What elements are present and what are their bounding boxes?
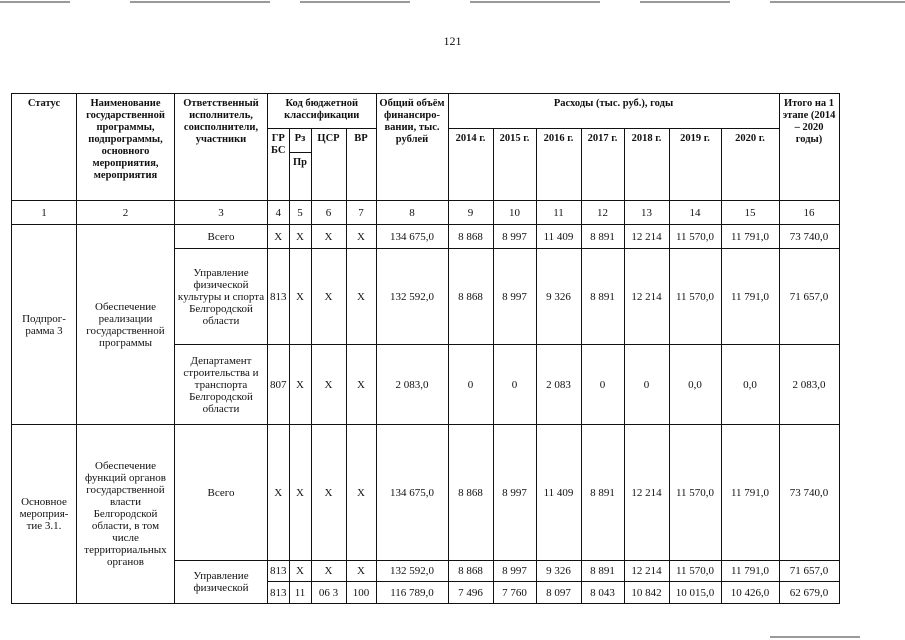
csr-cell: X — [311, 249, 346, 345]
grbs-cell: 807 — [268, 345, 290, 425]
year-cell: 11 791,0 — [721, 561, 779, 582]
year-cell: 8 097 — [536, 582, 581, 604]
status-cell: Подпрог-рамма 3 — [12, 225, 77, 425]
year-cell: 8 891 — [581, 249, 624, 345]
year-cell: 11 409 — [536, 425, 581, 561]
header-responsible: Ответственный исполнитель, соисполнители, участники — [175, 94, 268, 201]
header-year-2017: 2017 г. — [581, 129, 624, 201]
csr-cell: 06 3 — [311, 582, 346, 604]
year-cell: 9 326 — [536, 561, 581, 582]
column-number: 12 — [581, 201, 624, 225]
total-cell: 134 675,0 — [376, 425, 448, 561]
header-pr: Пр — [289, 153, 311, 201]
year-cell: 8 997 — [493, 561, 536, 582]
grbs-cell: X — [268, 425, 290, 561]
column-number: 13 — [624, 201, 669, 225]
rz-cell: X — [289, 225, 311, 249]
rz-cell: X — [289, 561, 311, 582]
column-number: 3 — [175, 201, 268, 225]
responsible-cell: Всего — [175, 225, 268, 249]
grbs-cell: 813 — [268, 249, 290, 345]
year-cell: 8 891 — [581, 425, 624, 561]
header-year-2018: 2018 г. — [624, 129, 669, 201]
column-number: 1 — [12, 201, 77, 225]
csr-cell: X — [311, 425, 346, 561]
year-cell: 11 570,0 — [669, 561, 721, 582]
year-cell: 10 842 — [624, 582, 669, 604]
year-cell: 0 — [581, 345, 624, 425]
name-cell: Обеспечение функций органов государственной власти Белгородской области, в том числе территориальных органов — [77, 425, 175, 604]
year-cell: 7 760 — [493, 582, 536, 604]
year-cell: 8 868 — [448, 225, 493, 249]
budget-table — [11, 93, 840, 604]
header-name: Наименование государственной программы, подпрограммы, основного мероприятия, мероприятия — [77, 94, 175, 201]
year-cell: 0 — [624, 345, 669, 425]
year-cell: 8 891 — [581, 561, 624, 582]
stage-total-cell: 2 083,0 — [779, 345, 839, 425]
header-expenses: Расходы (тыс. руб.), годы — [448, 94, 779, 129]
year-cell: 11 791,0 — [721, 425, 779, 561]
responsible-cell: Департамент строительства и транспорта Белгородской области — [175, 345, 268, 425]
total-cell: 132 592,0 — [376, 249, 448, 345]
total-cell: 134 675,0 — [376, 225, 448, 249]
vr-cell: X — [346, 249, 376, 345]
year-cell: 0,0 — [721, 345, 779, 425]
header-year-2020: 2020 г. — [721, 129, 779, 201]
column-number: 2 — [77, 201, 175, 225]
header-row-top — [12, 94, 840, 129]
year-cell: 0 — [493, 345, 536, 425]
header-year-2015: 2015 г. — [493, 129, 536, 201]
responsible-cell: Управление физической культуры и спорта Белгородской области — [175, 249, 268, 345]
responsible-cell: Управление физической — [175, 561, 268, 604]
header-year-2019: 2019 г. — [669, 129, 721, 201]
column-numbers-row — [12, 201, 840, 225]
status-cell: Основное мероприя-тие 3.1. — [12, 425, 77, 604]
year-cell: 11 570,0 — [669, 425, 721, 561]
scan-top-edge — [0, 0, 905, 4]
year-cell: 8 997 — [493, 425, 536, 561]
vr-cell: 100 — [346, 582, 376, 604]
header-year-2016: 2016 г. — [536, 129, 581, 201]
year-cell: 12 214 — [624, 425, 669, 561]
stage-total-cell: 71 657,0 — [779, 249, 839, 345]
grbs-cell: 813 — [268, 561, 290, 582]
header-vr: ВР — [346, 129, 376, 201]
year-cell: 8 868 — [448, 425, 493, 561]
year-cell: 12 214 — [624, 249, 669, 345]
year-cell: 11 791,0 — [721, 225, 779, 249]
stage-total-cell: 73 740,0 — [779, 225, 839, 249]
csr-cell: X — [311, 225, 346, 249]
year-cell: 8 868 — [448, 561, 493, 582]
year-cell: 12 214 — [624, 561, 669, 582]
column-number: 6 — [311, 201, 346, 225]
page-number: 121 — [443, 34, 462, 48]
year-cell: 7 496 — [448, 582, 493, 604]
grbs-cell: X — [268, 225, 290, 249]
year-cell: 2 083 — [536, 345, 581, 425]
column-number: 8 — [376, 201, 448, 225]
column-number: 9 — [448, 201, 493, 225]
column-number: 14 — [669, 201, 721, 225]
stage-total-cell: 62 679,0 — [779, 582, 839, 604]
year-cell: 11 409 — [536, 225, 581, 249]
vr-cell: X — [346, 561, 376, 582]
header-grbs: ГР БС — [268, 129, 290, 201]
table-row — [12, 225, 840, 249]
rz-cell: 11 — [289, 582, 311, 604]
year-cell: 0,0 — [669, 345, 721, 425]
year-cell: 8 997 — [493, 249, 536, 345]
name-cell: Обеспечение реализации государственной программы — [77, 225, 175, 425]
column-number: 10 — [493, 201, 536, 225]
column-number: 15 — [721, 201, 779, 225]
year-cell: 9 326 — [536, 249, 581, 345]
year-cell: 11 791,0 — [721, 249, 779, 345]
header-budget-code: Код бюджетной классификации — [268, 94, 377, 129]
vr-cell: X — [346, 225, 376, 249]
csr-cell: X — [311, 561, 346, 582]
responsible-cell: Всего — [175, 425, 268, 561]
column-number: 11 — [536, 201, 581, 225]
csr-cell: X — [311, 345, 346, 425]
table-row — [12, 425, 840, 561]
year-cell: 8 043 — [581, 582, 624, 604]
header-year-2014: 2014 г. — [448, 129, 493, 201]
year-cell: 8 997 — [493, 225, 536, 249]
year-cell: 11 570,0 — [669, 249, 721, 345]
column-number: 16 — [779, 201, 839, 225]
total-cell: 2 083,0 — [376, 345, 448, 425]
total-cell: 132 592,0 — [376, 561, 448, 582]
rz-cell: X — [289, 425, 311, 561]
total-cell: 116 789,0 — [376, 582, 448, 604]
scan-bottom-edge — [0, 636, 905, 640]
column-number: 5 — [289, 201, 311, 225]
header-rz: Рз — [289, 129, 311, 153]
header-total: Общий объём финансиро-вании, тыс. рублей — [376, 94, 448, 201]
stage-total-cell: 73 740,0 — [779, 425, 839, 561]
year-cell: 10 426,0 — [721, 582, 779, 604]
year-cell: 0 — [448, 345, 493, 425]
header-csr: ЦСР — [311, 129, 346, 201]
year-cell: 11 570,0 — [669, 225, 721, 249]
stage-total-cell: 71 657,0 — [779, 561, 839, 582]
rz-cell: X — [289, 345, 311, 425]
header-status: Статус — [12, 94, 77, 201]
year-cell: 10 015,0 — [669, 582, 721, 604]
grbs-cell: 813 — [268, 582, 290, 604]
year-cell: 8 891 — [581, 225, 624, 249]
year-cell: 12 214 — [624, 225, 669, 249]
rz-cell: X — [289, 249, 311, 345]
year-cell: 8 868 — [448, 249, 493, 345]
column-number: 4 — [268, 201, 290, 225]
header-stage-total: Итого на 1 этапе (2014 – 2020 годы) — [779, 94, 839, 201]
column-number: 7 — [346, 201, 376, 225]
vr-cell: X — [346, 425, 376, 561]
vr-cell: X — [346, 345, 376, 425]
